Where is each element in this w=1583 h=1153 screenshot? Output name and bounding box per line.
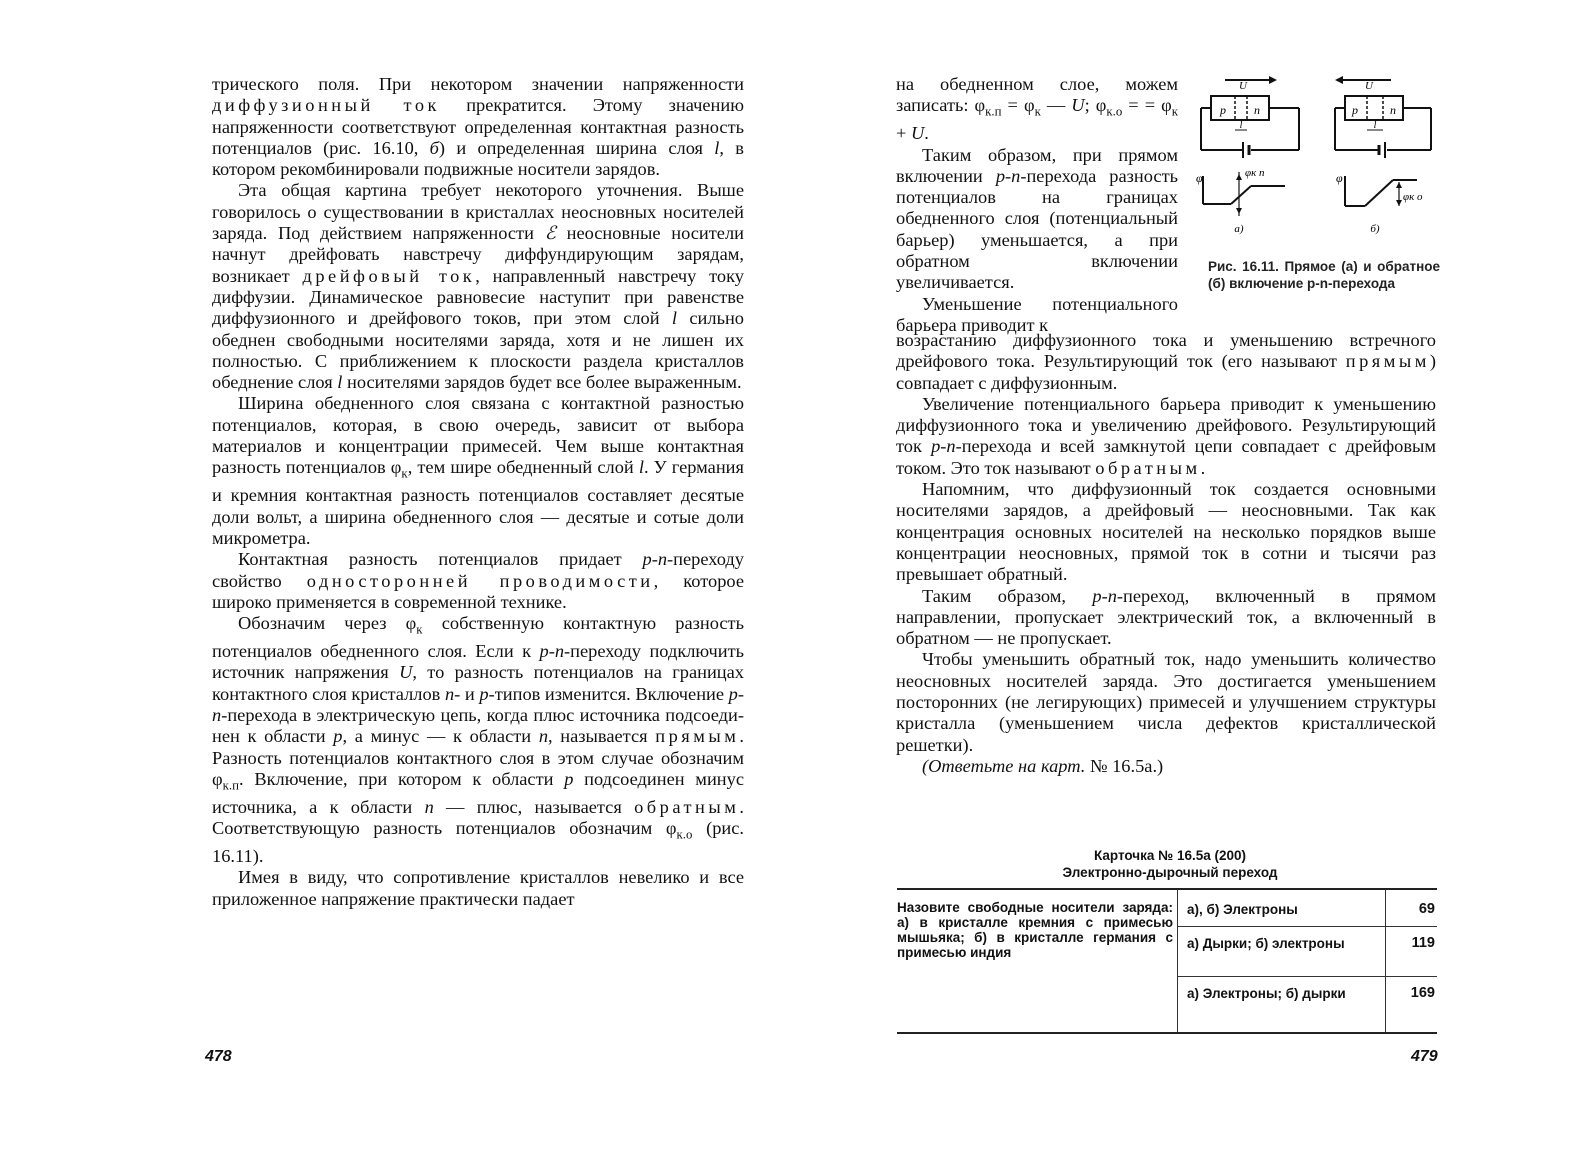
paragraph-fragment: . Включение, при котором к области	[239, 768, 565, 789]
figure-a-phi-kp-label: φк п	[1245, 167, 1265, 179]
paragraph-fragment: Увеличение потенциального барьера приводит к уменьшению диффузионного тока и увеличению дрейфового. Результирующий ток	[896, 393, 1436, 457]
paragraph-fragment: р	[333, 726, 343, 747]
paragraph-fragment: Ширина обедненного слоя связана с контактной разностью потенциалов, которая, в свою очередь, зависит от выбора материалов и концентрации примесей. Чем выше контактная разность потенциалов φ	[212, 393, 744, 478]
paragraph-fragment: (рис. 16.11).	[212, 818, 744, 867]
paragraph-fragment: -переходу свойство	[212, 549, 744, 591]
paragraph	[212, 393, 744, 549]
paragraph-fragment: ) совпадает с диффузионным.	[896, 351, 1436, 393]
paragraph-fragment: № 16.5а.)	[1085, 755, 1164, 776]
paragraph-fragment: -переход, включенный в прямом направлении, пропускает электрический ток, а включенный в обратном — не пропускает.	[896, 585, 1436, 649]
paragraph-fragment: . У германия и кремния контактная разность потенциалов составляет десятые доли вольт, а ширина обедненного слоя — десятые и сотые доли микрометра.	[212, 457, 744, 548]
left-text-column	[212, 74, 744, 910]
paragraph-fragment: l	[638, 457, 644, 478]
paragraph	[896, 145, 1178, 294]
paragraph-fragment: обратным	[1095, 457, 1201, 478]
card-divider-horizontal	[1177, 926, 1437, 927]
paragraph-fragment: Таким образом, при прямом включении	[896, 144, 1178, 186]
card-answer-1[interactable]: а), б) Электроны	[1187, 902, 1298, 917]
paragraph-fragment: к.п	[985, 104, 1002, 119]
paragraph-fragment: n	[424, 796, 434, 817]
right-text-column	[896, 330, 1436, 777]
card-divider-vertical	[1177, 890, 1178, 1032]
paragraph-fragment: l	[337, 372, 343, 393]
paragraph-fragment: р-n	[1092, 585, 1117, 606]
paragraph-fragment: р-n	[931, 436, 956, 457]
paragraph	[212, 549, 744, 613]
paragraph	[896, 649, 1436, 755]
paragraph-fragment: U	[910, 123, 925, 144]
paragraph-fragment: = φ	[1001, 95, 1035, 116]
paragraph-fragment: р	[479, 683, 489, 704]
page-number-left: 478	[205, 1048, 232, 1065]
paragraph-fragment: U	[399, 662, 413, 683]
paragraph-fragment: прямым	[1345, 351, 1430, 372]
paragraph-fragment: Напомним, что диффузионный ток создается основными носителями зарядов, а дрейфовый — неосновными. Так как концентрация основных носителей на несколько порядков выше концентрации неосновных, прямой ток в сотни и тысячи раз превышает обратный.	[896, 479, 1436, 585]
paragraph-fragment: —	[1040, 95, 1072, 116]
card-title: Карточка № 16.5а (200)	[1093, 848, 1247, 863]
paragraph-fragment: -перехода и всей замкнутой цепи совпадает с дрейфовым током. Это ток называют	[896, 436, 1437, 478]
paragraph-fragment: р-n	[642, 549, 668, 570]
figure-a-circuit	[1201, 76, 1299, 158]
paragraph	[896, 330, 1436, 394]
paragraph-fragment: к	[401, 467, 408, 482]
paragraph	[212, 613, 744, 867]
paragraph	[896, 74, 1178, 145]
paragraph-fragment: Имея в виду, что сопротивление кристаллов невелико и все приложенное напряжение практически падает	[212, 867, 744, 909]
card-answer-code-1: 69	[1418, 901, 1435, 917]
right-top-text	[896, 74, 1178, 336]
card-answer-3[interactable]: а) Электроны; б) дырки	[1187, 986, 1346, 1001]
paragraph-fragment: трического поля. При некотором значении напряженности	[212, 74, 744, 94]
paragraph-fragment: , которое широко применяется в современной технике.	[212, 570, 744, 612]
paragraph-fragment: U	[1071, 95, 1085, 116]
paragraph-fragment: ℰ	[544, 223, 556, 244]
figure-b-u-label: U	[1365, 80, 1373, 92]
paragraph	[212, 74, 744, 180]
paragraph-fragment: на обедненном слое, можем записать: φ	[896, 74, 1178, 116]
figure-a-u-label: U	[1239, 80, 1247, 92]
figure-b-phi-ko-label: φк о	[1403, 191, 1423, 203]
paragraph-fragment: — плюс, называется	[433, 796, 635, 817]
paragraph-fragment: n	[538, 726, 549, 747]
paragraph-fragment: . Разность потенциалов контактного слоя в этом случае обозначим φ	[212, 726, 744, 789]
figure-b-caption-label: б)	[1370, 223, 1380, 235]
figure-b-phi-label: φ	[1336, 171, 1343, 185]
card-divider-vertical	[1385, 890, 1386, 1032]
figure-b-l-label: l	[1373, 120, 1377, 131]
paragraph-fragment: l	[714, 137, 720, 158]
paragraph	[896, 586, 1436, 650]
paragraph-fragment: к.о	[676, 827, 693, 842]
paragraph-fragment: к	[1034, 104, 1041, 119]
card-answer-2[interactable]: а) Дырки; б) электроны	[1187, 936, 1345, 951]
paragraph	[212, 180, 744, 393]
paragraph-fragment: Контактная разность потенциалов придает	[238, 549, 643, 570]
paragraph-fragment: -переходу подключить источник напряжения	[212, 641, 744, 683]
card-heading	[1000, 847, 1340, 881]
paragraph-fragment: ) и определенная ширина слоя	[438, 137, 715, 158]
paragraph-fragment: односторонней проводимости	[306, 570, 654, 591]
paragraph-fragment: р-n	[539, 641, 565, 662]
paragraph-fragment: к.п	[222, 778, 239, 793]
card-subtitle: Электронно-дырочный переход	[1062, 865, 1278, 880]
figure-a-potential-graph	[1203, 172, 1285, 216]
paragraph-fragment: -типов изменится. Включение	[488, 683, 729, 704]
card-answer-code-3: 169	[1410, 985, 1435, 1001]
paragraph-fragment: -перехода в электрическую цепь, когда плюс источника подсоединен к области	[212, 704, 744, 747]
card-answer-code-2: 119	[1411, 935, 1435, 951]
paragraph-fragment: - и	[454, 683, 480, 704]
paragraph-fragment: прекратится. Этому значению напряженности соответствуют определенная контактная разность потенциалов (рис. 16.10,	[212, 95, 744, 158]
paragraph-fragment: l	[671, 308, 678, 329]
page-number-right: 479	[1411, 1048, 1438, 1065]
paragraph	[896, 479, 1436, 585]
paragraph-fragment: , направленный навстречу току диффузии. Динамическое равновесие наступит при равенстве диффузионного и дрейфового токов, при этом слой	[212, 265, 744, 329]
paragraph	[896, 756, 1436, 777]
paragraph-fragment: Чтобы уменьшить обратный ток, надо уменьшить количество неосновных носителей заряда. Это достигается уменьшением посторонних (не легирующих) примесей и улучшением структуры кристалла (уменьшением числа дефектов кристаллической решетки).	[896, 649, 1436, 755]
paragraph-fragment: р-n	[995, 165, 1021, 186]
paragraph-fragment: неосновные носители начнут дрейфовать навстречу диффундирующим зарядам, возникает	[212, 223, 744, 286]
paragraph-fragment: Эта общая картина требует некоторого уточнения. Выше говорилось о существовании в кристаллах неосновных носителей заряда. Под действием напряженности	[212, 180, 744, 244]
paragraph-fragment: диффузионный ток	[212, 95, 440, 116]
paragraph-fragment: .	[1200, 457, 1206, 478]
paragraph-fragment: , тем шире обедненный слой	[407, 457, 639, 478]
figure-a-n-label: n	[1254, 103, 1260, 117]
figure-b-p-label: p	[1352, 103, 1358, 117]
paragraph-fragment: обратным	[634, 796, 740, 817]
card-question: Назовите свободные носители заряда: а) в кристалле кремния с примесью мышьяка; б) в кристалле германия с примесью индия	[897, 900, 1173, 960]
paragraph-fragment: Уменьшение потенциального барьера приводит к	[896, 293, 1178, 335]
paragraph-fragment: носителями зарядов будет все более выраженным.	[342, 372, 742, 393]
paragraph-fragment: , называется	[548, 726, 656, 747]
paragraph-fragment: возрастанию диффузионного тока и уменьшению встречного дрейфового тока. Результирующий ток (его называют	[896, 330, 1436, 372]
paragraph-fragment: сильно обеднен свободными носителями заряда, хотя и не лишен их полностью. С приближением к плоскости раздела кристаллов обеднение слоя	[212, 308, 744, 393]
figure-a-phi-label: φ	[1196, 171, 1203, 185]
paragraph-fragment: , а минус — к области	[342, 726, 539, 747]
paragraph-fragment: Таким образом,	[922, 585, 1093, 606]
paragraph-fragment: -перехода разность потенциалов на границах обедненного слоя (потенциальный барьер) уменьшается, а при обратном включении увеличивается.	[896, 165, 1178, 293]
paragraph	[896, 394, 1436, 479]
figure-b-n-label: n	[1390, 103, 1396, 117]
paragraph-fragment: подсоединен минус источника, а к области	[212, 768, 744, 817]
paragraph-fragment: .	[924, 123, 929, 144]
paragraph-fragment: к	[1171, 104, 1178, 119]
paragraph	[212, 867, 744, 910]
paragraph-fragment: (Ответьте на карт.	[922, 755, 1086, 776]
paragraph-fragment: б	[429, 137, 439, 158]
paragraph-fragment: Обозначим через φ	[238, 613, 417, 634]
paragraph-fragment: . Соответствующую разность потенциалов обозначим φ	[212, 796, 744, 839]
paragraph-fragment: n	[444, 683, 455, 704]
paragraph-fragment: , в котором рекомбинировали подвижные носители зарядов.	[212, 137, 744, 180]
left-page	[0, 0, 790, 1153]
figure-a-l-label: l	[1239, 120, 1243, 131]
figure-a-p-label: p	[1220, 103, 1226, 117]
paragraph-fragment: ; φ	[1084, 95, 1107, 116]
paragraph-fragment: к.о	[1106, 104, 1123, 119]
paragraph-fragment: прямым	[655, 726, 740, 747]
paragraph-fragment: = = φ	[1122, 95, 1172, 116]
card-table	[897, 888, 1437, 1034]
paragraph-fragment: +	[896, 123, 911, 144]
paragraph-fragment: дрейфовый ток	[302, 265, 476, 286]
paragraph-fragment: к	[416, 622, 423, 637]
card-divider-horizontal	[1177, 976, 1437, 977]
figure-a-caption-label: а)	[1234, 223, 1244, 235]
paragraph-fragment: р-n	[212, 683, 744, 725]
paragraph-fragment: собственную контактную разность потенциалов обедненного слоя. Если к	[212, 613, 744, 662]
figure-caption: Рис. 16.11. Прямое (а) и обратное (б) включение р-n-перехода	[1208, 259, 1440, 291]
paragraph-fragment: , то разность потенциалов на границах контактного слоя кристаллов	[212, 662, 744, 704]
figure-b-circuit	[1335, 76, 1431, 158]
paragraph-fragment: р	[564, 768, 574, 789]
